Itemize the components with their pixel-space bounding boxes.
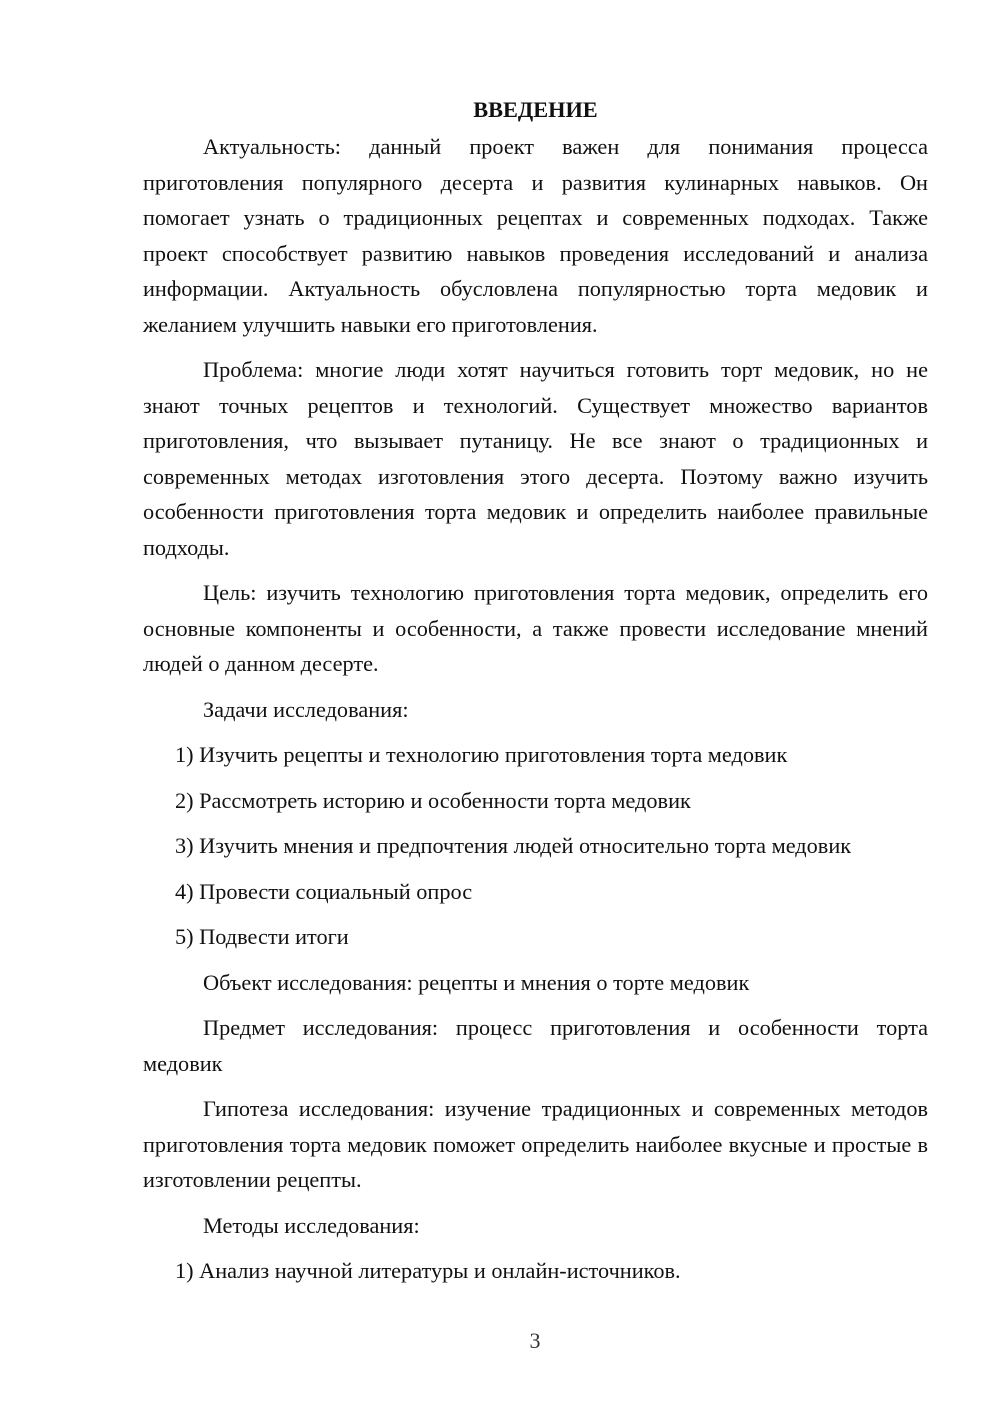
methods-title: Методы исследования: (203, 1212, 420, 1238)
hypothesis-paragraph: Гипотеза исследования: изучение традиционных и современных методов приготовления торта медовик поможет определить наиболее вкусные и простые в изготовлении рецепты. (143, 1096, 928, 1192)
list-item: 5) Подвести итоги (175, 924, 349, 949)
subject-paragraph: Предмет исследования: процесс приготовления и особенности торта медовик (143, 1015, 928, 1076)
goal-paragraph: Цель: изучить технологию приготовления торта медовик, определить его основные компоненты и особенности, а также провести исследование мнений людей о данном десерте. (143, 580, 928, 676)
methods-list (143, 1253, 928, 1289)
object-line: Объект исследования: рецепты и мнения о торте медовик (203, 969, 750, 995)
problem-paragraph: Проблема: многие люди хотят научиться готовить торт медовик, но не знают точных рецептов и технологий. Существует множество вариантов приготовления, что вызывает путаницу. Не все знают о традиционных и современных методах изготовления этого десерта. Поэтому важно изучить особенности приготовления торта медовик и определить наиболее правильные подходы. (143, 357, 928, 560)
page-heading: ВВЕДЕНИЕ (473, 97, 598, 122)
list-item: 3) Изучить мнения и предпочтения людей относительно торта медовик (175, 833, 852, 858)
page-number: 3 (529, 1328, 541, 1353)
page-body (143, 92, 928, 1299)
list-item: 1) Изучить рецепты и технологию приготовления торта медовик (175, 742, 788, 767)
tasks-title: Задачи исследования: (203, 696, 409, 722)
list-item: 4) Провести социальный опрос (175, 878, 473, 904)
list-item: 2) Рассмотреть историю и особенности торта медовик (175, 787, 691, 813)
relevance-paragraph: Актуальность: данный проект важен для понимания процесса приготовления популярного десерта и развития кулинарных навыков. Он помогает узнать о традиционных рецептах и современных подходах. Также проект способствует развитию навыков проведения исследований и анализа информации. Актуальность обусловлена популярностью торта медовик и желанием улучшить навыки его приготовления. (143, 134, 928, 337)
tasks-list (143, 737, 928, 955)
list-item: 1) Анализ научной литературы и онлайн-источников. (175, 1258, 681, 1283)
